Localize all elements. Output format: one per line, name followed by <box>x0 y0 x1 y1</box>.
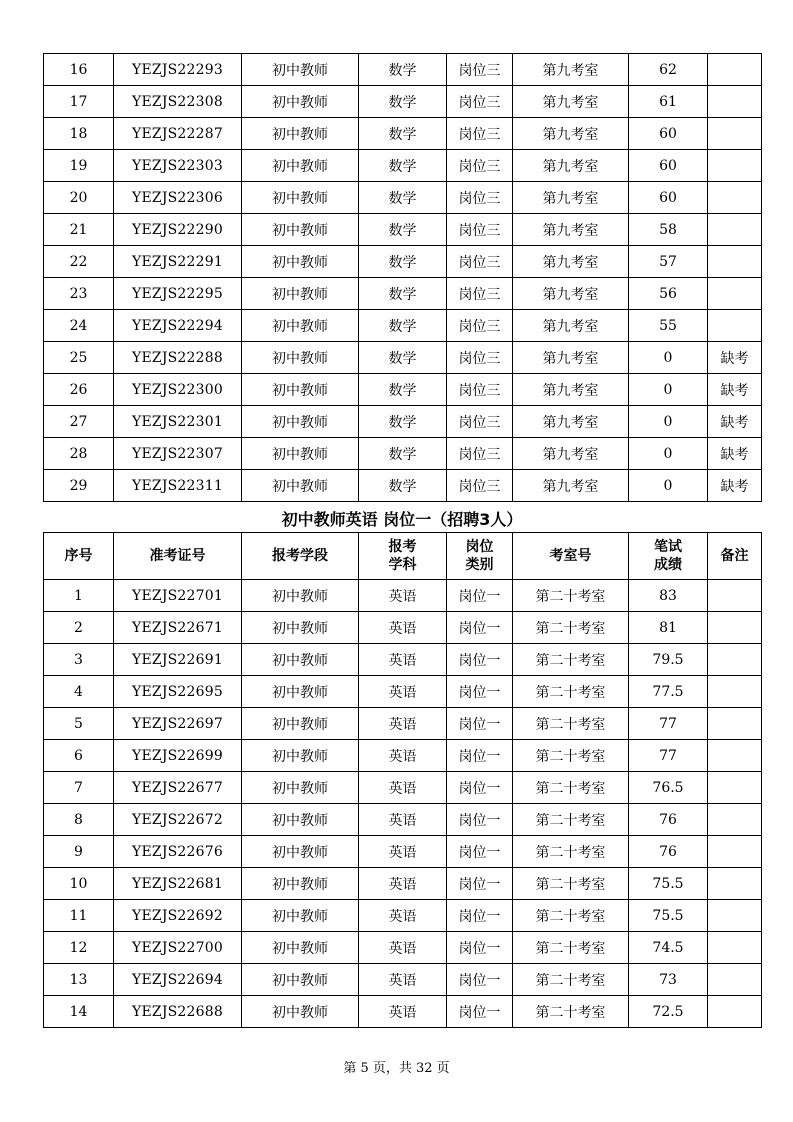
cell-subject: 英语 <box>359 772 447 804</box>
cell-school-level: 初中教师 <box>242 342 359 374</box>
cell-remarks <box>708 278 762 310</box>
cell-score: 0 <box>629 470 708 502</box>
cell-score: 57 <box>629 246 708 278</box>
cell-ticket-number: YEZJS22303 <box>114 150 242 182</box>
cell-ticket-number: YEZJS22301 <box>114 406 242 438</box>
table-row <box>44 406 762 438</box>
table-row <box>44 932 762 964</box>
cell-index: 12 <box>44 932 114 964</box>
cell-subject: 英语 <box>359 708 447 740</box>
cell-remarks: 缺考 <box>708 342 762 374</box>
cell-remarks <box>708 612 762 644</box>
cell-remarks <box>708 836 762 868</box>
cell-remarks <box>708 932 762 964</box>
cell-exam-room: 第二十考室 <box>513 772 629 804</box>
cell-position-type: 岗位三 <box>447 470 513 502</box>
cell-index: 21 <box>44 214 114 246</box>
table-row <box>44 150 762 182</box>
cell-ticket-number: YEZJS22694 <box>114 964 242 996</box>
cell-school-level: 初中教师 <box>242 150 359 182</box>
cell-remarks <box>708 708 762 740</box>
cell-index: 5 <box>44 708 114 740</box>
cell-exam-room: 第二十考室 <box>513 836 629 868</box>
cell-subject: 英语 <box>359 580 447 612</box>
cell-score: 83 <box>629 580 708 612</box>
cell-score: 76 <box>629 836 708 868</box>
cell-subject: 英语 <box>359 964 447 996</box>
cell-exam-room: 第九考室 <box>513 470 629 502</box>
cell-position-type: 岗位三 <box>447 406 513 438</box>
cell-score: 77 <box>629 708 708 740</box>
cell-ticket-number: YEZJS22307 <box>114 438 242 470</box>
cell-score: 60 <box>629 118 708 150</box>
cell-exam-room: 第二十考室 <box>513 996 629 1028</box>
table-row <box>44 900 762 932</box>
cell-ticket-number: YEZJS22677 <box>114 772 242 804</box>
cell-index: 11 <box>44 900 114 932</box>
cell-subject: 数学 <box>359 374 447 406</box>
cell-remarks <box>708 246 762 278</box>
cell-school-level: 初中教师 <box>242 740 359 772</box>
table-row <box>44 868 762 900</box>
cell-score: 0 <box>629 374 708 406</box>
cell-score: 0 <box>629 342 708 374</box>
cell-index: 22 <box>44 246 114 278</box>
cell-score: 76.5 <box>629 772 708 804</box>
table-row <box>44 118 762 150</box>
cell-subject: 数学 <box>359 118 447 150</box>
cell-school-level: 初中教师 <box>242 580 359 612</box>
cell-remarks <box>708 214 762 246</box>
cell-exam-room: 第九考室 <box>513 182 629 214</box>
cell-index: 6 <box>44 740 114 772</box>
cell-exam-room: 第九考室 <box>513 374 629 406</box>
cell-remarks <box>708 964 762 996</box>
cell-exam-room: 第二十考室 <box>513 676 629 708</box>
cell-ticket-number: YEZJS22688 <box>114 996 242 1028</box>
cell-ticket-number: YEZJS22287 <box>114 118 242 150</box>
cell-school-level: 初中教师 <box>242 772 359 804</box>
cell-school-level: 初中教师 <box>242 54 359 86</box>
cell-remarks <box>708 740 762 772</box>
cell-school-level: 初中教师 <box>242 374 359 406</box>
cell-score: 0 <box>629 438 708 470</box>
cell-ticket-number: YEZJS22681 <box>114 868 242 900</box>
table-row <box>44 708 762 740</box>
cell-position-type: 岗位一 <box>447 868 513 900</box>
cell-ticket-number: YEZJS22701 <box>114 580 242 612</box>
cell-index: 1 <box>44 580 114 612</box>
cell-score: 77 <box>629 740 708 772</box>
cell-position-type: 岗位三 <box>447 54 513 86</box>
cell-score: 55 <box>629 310 708 342</box>
cell-subject: 英语 <box>359 932 447 964</box>
cell-remarks <box>708 676 762 708</box>
cell-ticket-number: YEZJS22300 <box>114 374 242 406</box>
cell-position-type: 岗位三 <box>447 438 513 470</box>
cell-score: 74.5 <box>629 932 708 964</box>
cell-ticket-number: YEZJS22676 <box>114 836 242 868</box>
table-row <box>44 964 762 996</box>
table-row <box>44 374 762 406</box>
cell-remarks <box>708 86 762 118</box>
cell-school-level: 初中教师 <box>242 612 359 644</box>
cell-subject: 数学 <box>359 438 447 470</box>
table-row <box>44 86 762 118</box>
cell-position-type: 岗位一 <box>447 708 513 740</box>
cell-exam-room: 第九考室 <box>513 310 629 342</box>
cell-position-type: 岗位一 <box>447 964 513 996</box>
cell-exam-room: 第九考室 <box>513 438 629 470</box>
cell-subject: 数学 <box>359 214 447 246</box>
cell-subject: 英语 <box>359 836 447 868</box>
cell-position-type: 岗位三 <box>447 118 513 150</box>
cell-school-level: 初中教师 <box>242 86 359 118</box>
cell-ticket-number: YEZJS22672 <box>114 804 242 836</box>
cell-position-type: 岗位一 <box>447 932 513 964</box>
page-footer: 第 5 页，共 32 页 <box>343 1061 450 1076</box>
results-table-math-body <box>44 54 762 502</box>
cell-position-type: 岗位一 <box>447 900 513 932</box>
results-table-english-body <box>44 580 762 1028</box>
cell-exam-room: 第二十考室 <box>513 868 629 900</box>
cell-position-type: 岗位三 <box>447 246 513 278</box>
cell-exam-room: 第九考室 <box>513 278 629 310</box>
cell-position-type: 岗位三 <box>447 182 513 214</box>
cell-subject: 数学 <box>359 310 447 342</box>
cell-school-level: 初中教师 <box>242 900 359 932</box>
table-row <box>44 772 762 804</box>
cell-index: 28 <box>44 438 114 470</box>
header-written-score: 笔试 成绩 <box>629 533 708 580</box>
cell-school-level: 初中教师 <box>242 406 359 438</box>
cell-remarks <box>708 868 762 900</box>
cell-exam-room: 第二十考室 <box>513 708 629 740</box>
cell-remarks <box>708 900 762 932</box>
cell-school-level: 初中教师 <box>242 868 359 900</box>
table-row <box>44 182 762 214</box>
cell-ticket-number: YEZJS22308 <box>114 86 242 118</box>
cell-school-level: 初中教师 <box>242 438 359 470</box>
table-row <box>44 644 762 676</box>
cell-score: 58 <box>629 214 708 246</box>
cell-remarks: 缺考 <box>708 438 762 470</box>
cell-exam-room: 第九考室 <box>513 150 629 182</box>
cell-exam-room: 第二十考室 <box>513 644 629 676</box>
cell-school-level: 初中教师 <box>242 676 359 708</box>
cell-index: 8 <box>44 804 114 836</box>
cell-ticket-number: YEZJS22288 <box>114 342 242 374</box>
table-row <box>44 438 762 470</box>
table-row <box>44 470 762 502</box>
table-row <box>44 836 762 868</box>
cell-subject: 数学 <box>359 342 447 374</box>
cell-score: 56 <box>629 278 708 310</box>
cell-index: 16 <box>44 54 114 86</box>
cell-exam-room: 第二十考室 <box>513 580 629 612</box>
cell-subject: 英语 <box>359 612 447 644</box>
table-row <box>44 342 762 374</box>
cell-school-level: 初中教师 <box>242 644 359 676</box>
cell-index: 10 <box>44 868 114 900</box>
cell-subject: 英语 <box>359 740 447 772</box>
cell-subject: 英语 <box>359 804 447 836</box>
cell-position-type: 岗位一 <box>447 804 513 836</box>
cell-school-level: 初中教师 <box>242 932 359 964</box>
cell-remarks <box>708 804 762 836</box>
header-remarks: 备注 <box>708 533 762 580</box>
cell-exam-room: 第九考室 <box>513 118 629 150</box>
header-ticket-number: 准考证号 <box>114 533 242 580</box>
table-row <box>44 676 762 708</box>
cell-index: 14 <box>44 996 114 1028</box>
cell-exam-room: 第二十考室 <box>513 900 629 932</box>
cell-school-level: 初中教师 <box>242 964 359 996</box>
cell-score: 62 <box>629 54 708 86</box>
cell-school-level: 初中教师 <box>242 996 359 1028</box>
cell-subject: 英语 <box>359 868 447 900</box>
cell-position-type: 岗位一 <box>447 612 513 644</box>
cell-ticket-number: YEZJS22671 <box>114 612 242 644</box>
section-title: 初中教师英语 岗位一（招聘3人） <box>281 510 523 529</box>
cell-index: 26 <box>44 374 114 406</box>
header-position-type: 岗位 类别 <box>447 533 513 580</box>
cell-index: 2 <box>44 612 114 644</box>
cell-ticket-number: YEZJS22697 <box>114 708 242 740</box>
cell-subject: 数学 <box>359 470 447 502</box>
cell-index: 13 <box>44 964 114 996</box>
cell-exam-room: 第九考室 <box>513 214 629 246</box>
cell-remarks: 缺考 <box>708 470 762 502</box>
cell-subject: 英语 <box>359 996 447 1028</box>
cell-remarks <box>708 580 762 612</box>
cell-subject: 数学 <box>359 278 447 310</box>
cell-position-type: 岗位三 <box>447 342 513 374</box>
cell-index: 3 <box>44 644 114 676</box>
cell-score: 61 <box>629 86 708 118</box>
table-row <box>44 804 762 836</box>
cell-subject: 数学 <box>359 246 447 278</box>
cell-subject: 数学 <box>359 182 447 214</box>
table-row <box>44 246 762 278</box>
cell-exam-room: 第九考室 <box>513 54 629 86</box>
cell-position-type: 岗位一 <box>447 676 513 708</box>
cell-exam-room: 第九考室 <box>513 86 629 118</box>
cell-remarks <box>708 644 762 676</box>
cell-position-type: 岗位三 <box>447 150 513 182</box>
cell-index: 29 <box>44 470 114 502</box>
cell-school-level: 初中教师 <box>242 182 359 214</box>
header-index: 序号 <box>44 533 114 580</box>
cell-ticket-number: YEZJS22700 <box>114 932 242 964</box>
cell-school-level: 初中教师 <box>242 310 359 342</box>
cell-score: 79.5 <box>629 644 708 676</box>
cell-exam-room: 第二十考室 <box>513 612 629 644</box>
cell-position-type: 岗位三 <box>447 374 513 406</box>
cell-index: 7 <box>44 772 114 804</box>
cell-remarks: 缺考 <box>708 406 762 438</box>
cell-subject: 数学 <box>359 150 447 182</box>
cell-school-level: 初中教师 <box>242 214 359 246</box>
cell-subject: 英语 <box>359 644 447 676</box>
cell-index: 27 <box>44 406 114 438</box>
cell-ticket-number: YEZJS22290 <box>114 214 242 246</box>
cell-index: 4 <box>44 676 114 708</box>
cell-ticket-number: YEZJS22295 <box>114 278 242 310</box>
cell-school-level: 初中教师 <box>242 470 359 502</box>
cell-exam-room: 第二十考室 <box>513 964 629 996</box>
cell-score: 73 <box>629 964 708 996</box>
cell-index: 19 <box>44 150 114 182</box>
header-school-level: 报考学段 <box>242 533 359 580</box>
cell-subject: 数学 <box>359 406 447 438</box>
table-row <box>44 310 762 342</box>
cell-remarks <box>708 996 762 1028</box>
cell-subject: 英语 <box>359 900 447 932</box>
cell-remarks: 缺考 <box>708 374 762 406</box>
cell-score: 75.5 <box>629 900 708 932</box>
cell-index: 24 <box>44 310 114 342</box>
table-row <box>44 612 762 644</box>
cell-school-level: 初中教师 <box>242 708 359 740</box>
cell-exam-room: 第九考室 <box>513 406 629 438</box>
cell-ticket-number: YEZJS22695 <box>114 676 242 708</box>
cell-position-type: 岗位三 <box>447 214 513 246</box>
cell-score: 0 <box>629 406 708 438</box>
cell-remarks <box>708 118 762 150</box>
cell-ticket-number: YEZJS22691 <box>114 644 242 676</box>
cell-remarks <box>708 54 762 86</box>
cell-position-type: 岗位一 <box>447 996 513 1028</box>
cell-school-level: 初中教师 <box>242 118 359 150</box>
cell-position-type: 岗位一 <box>447 772 513 804</box>
cell-ticket-number: YEZJS22699 <box>114 740 242 772</box>
cell-exam-room: 第二十考室 <box>513 932 629 964</box>
header-subject: 报考 学科 <box>359 533 447 580</box>
cell-score: 77.5 <box>629 676 708 708</box>
cell-school-level: 初中教师 <box>242 278 359 310</box>
cell-remarks <box>708 150 762 182</box>
cell-subject: 数学 <box>359 86 447 118</box>
table-header-row <box>44 533 762 580</box>
cell-ticket-number: YEZJS22692 <box>114 900 242 932</box>
cell-score: 60 <box>629 182 708 214</box>
cell-remarks <box>708 310 762 342</box>
cell-score: 81 <box>629 612 708 644</box>
table-row <box>44 996 762 1028</box>
cell-position-type: 岗位三 <box>447 310 513 342</box>
cell-remarks <box>708 182 762 214</box>
cell-ticket-number: YEZJS22306 <box>114 182 242 214</box>
table-row <box>44 278 762 310</box>
header-exam-room: 考室号 <box>513 533 629 580</box>
results-table-math <box>43 53 762 502</box>
cell-remarks <box>708 772 762 804</box>
cell-position-type: 岗位一 <box>447 836 513 868</box>
cell-ticket-number: YEZJS22293 <box>114 54 242 86</box>
cell-exam-room: 第二十考室 <box>513 740 629 772</box>
cell-position-type: 岗位一 <box>447 644 513 676</box>
cell-index: 25 <box>44 342 114 374</box>
cell-score: 72.5 <box>629 996 708 1028</box>
cell-index: 9 <box>44 836 114 868</box>
cell-ticket-number: YEZJS22311 <box>114 470 242 502</box>
cell-score: 75.5 <box>629 868 708 900</box>
cell-exam-room: 第二十考室 <box>513 804 629 836</box>
cell-school-level: 初中教师 <box>242 246 359 278</box>
table-row <box>44 580 762 612</box>
cell-position-type: 岗位一 <box>447 740 513 772</box>
cell-position-type: 岗位三 <box>447 278 513 310</box>
results-table-english <box>43 532 762 1028</box>
cell-subject: 英语 <box>359 676 447 708</box>
table-row <box>44 214 762 246</box>
cell-school-level: 初中教师 <box>242 836 359 868</box>
cell-position-type: 岗位三 <box>447 86 513 118</box>
table-row <box>44 740 762 772</box>
cell-exam-room: 第九考室 <box>513 342 629 374</box>
cell-index: 18 <box>44 118 114 150</box>
cell-index: 17 <box>44 86 114 118</box>
cell-subject: 数学 <box>359 54 447 86</box>
cell-score: 60 <box>629 150 708 182</box>
table-row <box>44 54 762 86</box>
cell-score: 76 <box>629 804 708 836</box>
cell-exam-room: 第九考室 <box>513 246 629 278</box>
cell-school-level: 初中教师 <box>242 804 359 836</box>
cell-ticket-number: YEZJS22294 <box>114 310 242 342</box>
cell-position-type: 岗位一 <box>447 580 513 612</box>
cell-index: 20 <box>44 182 114 214</box>
cell-index: 23 <box>44 278 114 310</box>
cell-ticket-number: YEZJS22291 <box>114 246 242 278</box>
